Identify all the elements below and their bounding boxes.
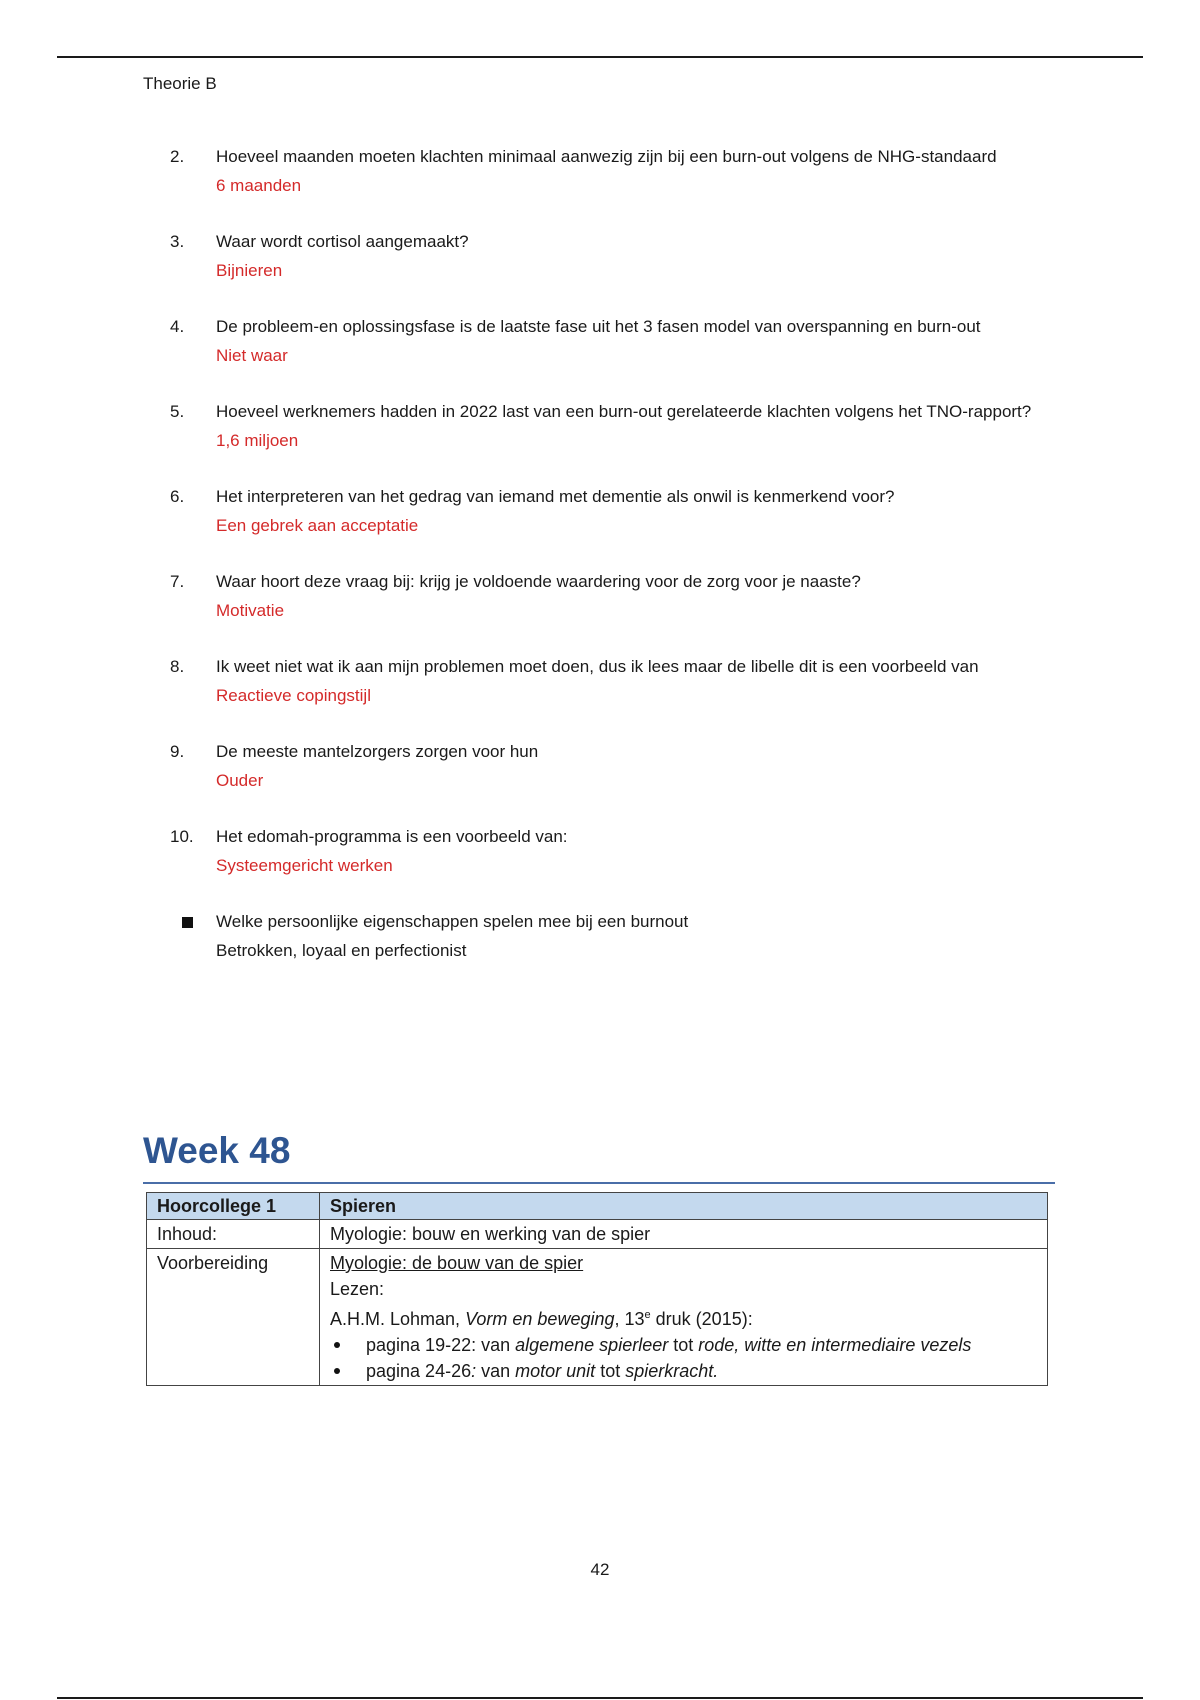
answer-text: Betrokken, loyaal en perfectionist xyxy=(216,940,467,960)
question-text: Het edomah-programma is een voorbeeld van: xyxy=(216,827,568,846)
answer-text: 1,6 miljoen xyxy=(216,430,299,450)
question-list xyxy=(170,143,1070,993)
question-number: 9. xyxy=(170,742,185,761)
bullet-question-item xyxy=(170,908,1070,965)
answer-text: Niet waar xyxy=(216,345,288,365)
question-text: Ik weet niet wat ik aan mijn problemen moet doen, dus ik lees maar de libelle dit is een voorbeeld van xyxy=(216,657,979,676)
list-item: pagina 24-26: van motor unit tot spierkracht. xyxy=(330,1358,1037,1384)
header-rule xyxy=(57,56,1143,58)
lecture-table xyxy=(146,1192,1048,1386)
bullet-dot-icon xyxy=(334,1368,340,1374)
question-text: De meeste mantelzorgers zorgen voor hun xyxy=(216,742,539,761)
question-number: 2. xyxy=(170,147,185,166)
question-number: 5. xyxy=(170,402,185,421)
square-bullet-icon xyxy=(182,917,193,928)
answer-text: Bijnieren xyxy=(216,260,283,280)
question-item xyxy=(170,483,1070,540)
question-text: Hoeveel maanden moeten klachten minimaal aanwezig zijn bij een burn-out volgens de NHG-standaard xyxy=(216,147,997,166)
lecture-cell: Hoorcollege 1 xyxy=(147,1193,320,1220)
answer-text: Motivatie xyxy=(216,600,285,620)
row-value: Myologie: bouw en werking van de spier xyxy=(320,1220,1048,1249)
book-title: Vorm en beweging xyxy=(465,1309,615,1329)
table-row xyxy=(147,1249,1048,1386)
topic-cell: Spieren xyxy=(320,1193,1048,1220)
question-text: Hoeveel werknemers hadden in 2022 last van een burn-out gerelateerde klachten volgens het TNO-rapport? xyxy=(216,402,1032,421)
book-edition-sup: e xyxy=(644,1309,651,1321)
answer-text: Ouder xyxy=(216,770,264,790)
question-number: 6. xyxy=(170,487,185,506)
read-label: Lezen: xyxy=(330,1279,385,1299)
row-label: Inhoud: xyxy=(147,1220,320,1249)
question-item xyxy=(170,653,1070,710)
question-item xyxy=(170,568,1070,625)
answer-text: Een gebrek aan acceptatie xyxy=(216,515,419,535)
question-item xyxy=(170,823,1070,880)
question-item xyxy=(170,313,1070,370)
book-edition: , 13 xyxy=(614,1309,645,1329)
question-text: De probleem-en oplossingsfase is de laatste fase uit het 3 fasen model van overspanning en burn-out xyxy=(216,317,981,336)
question-item xyxy=(170,398,1070,455)
question-number: 8. xyxy=(170,657,185,676)
question-text: Welke persoonlijke eigenschappen spelen mee bij een burnout xyxy=(216,912,689,931)
table-header-row xyxy=(147,1193,1048,1220)
week-heading: Week 48 xyxy=(143,1130,291,1171)
book-author: A.H.M. Lohman, xyxy=(330,1309,466,1329)
table-row xyxy=(147,1220,1048,1249)
book-reference xyxy=(330,1302,1037,1332)
page-number: 42 xyxy=(590,1560,610,1579)
week-heading-rule xyxy=(143,1182,1055,1184)
question-number: 10. xyxy=(170,827,194,846)
answer-text: 6 maanden xyxy=(216,175,302,195)
reading-list xyxy=(330,1332,1037,1384)
question-item xyxy=(170,228,1070,285)
answer-text: Reactieve copingstijl xyxy=(216,685,371,705)
question-text: Waar hoort deze vraag bij: krijg je voldoende waardering voor de zorg voor je naaste? xyxy=(216,572,861,591)
question-text: Waar wordt cortisol aangemaakt? xyxy=(216,232,469,251)
question-item xyxy=(170,143,1070,200)
preparation-link[interactable]: Myologie: de bouw van de spier xyxy=(330,1253,584,1273)
page-header: Theorie B xyxy=(143,74,217,93)
book-rest: druk (2015): xyxy=(650,1309,753,1329)
bullet-dot-icon xyxy=(334,1342,340,1348)
question-text: Het interpreteren van het gedrag van iemand met dementie als onwil is kenmerkend voor? xyxy=(216,487,895,506)
row-value xyxy=(320,1249,1048,1386)
question-number: 3. xyxy=(170,232,185,251)
answer-text: Systeemgericht werken xyxy=(216,855,393,875)
question-item xyxy=(170,738,1070,795)
footer-rule xyxy=(57,1697,1143,1699)
question-number: 7. xyxy=(170,572,185,591)
question-number: 4. xyxy=(170,317,185,336)
list-item: pagina 19-22: van algemene spierleer tot rode, witte en intermediaire vezels xyxy=(330,1332,1037,1358)
row-label: Voorbereiding xyxy=(147,1249,320,1386)
